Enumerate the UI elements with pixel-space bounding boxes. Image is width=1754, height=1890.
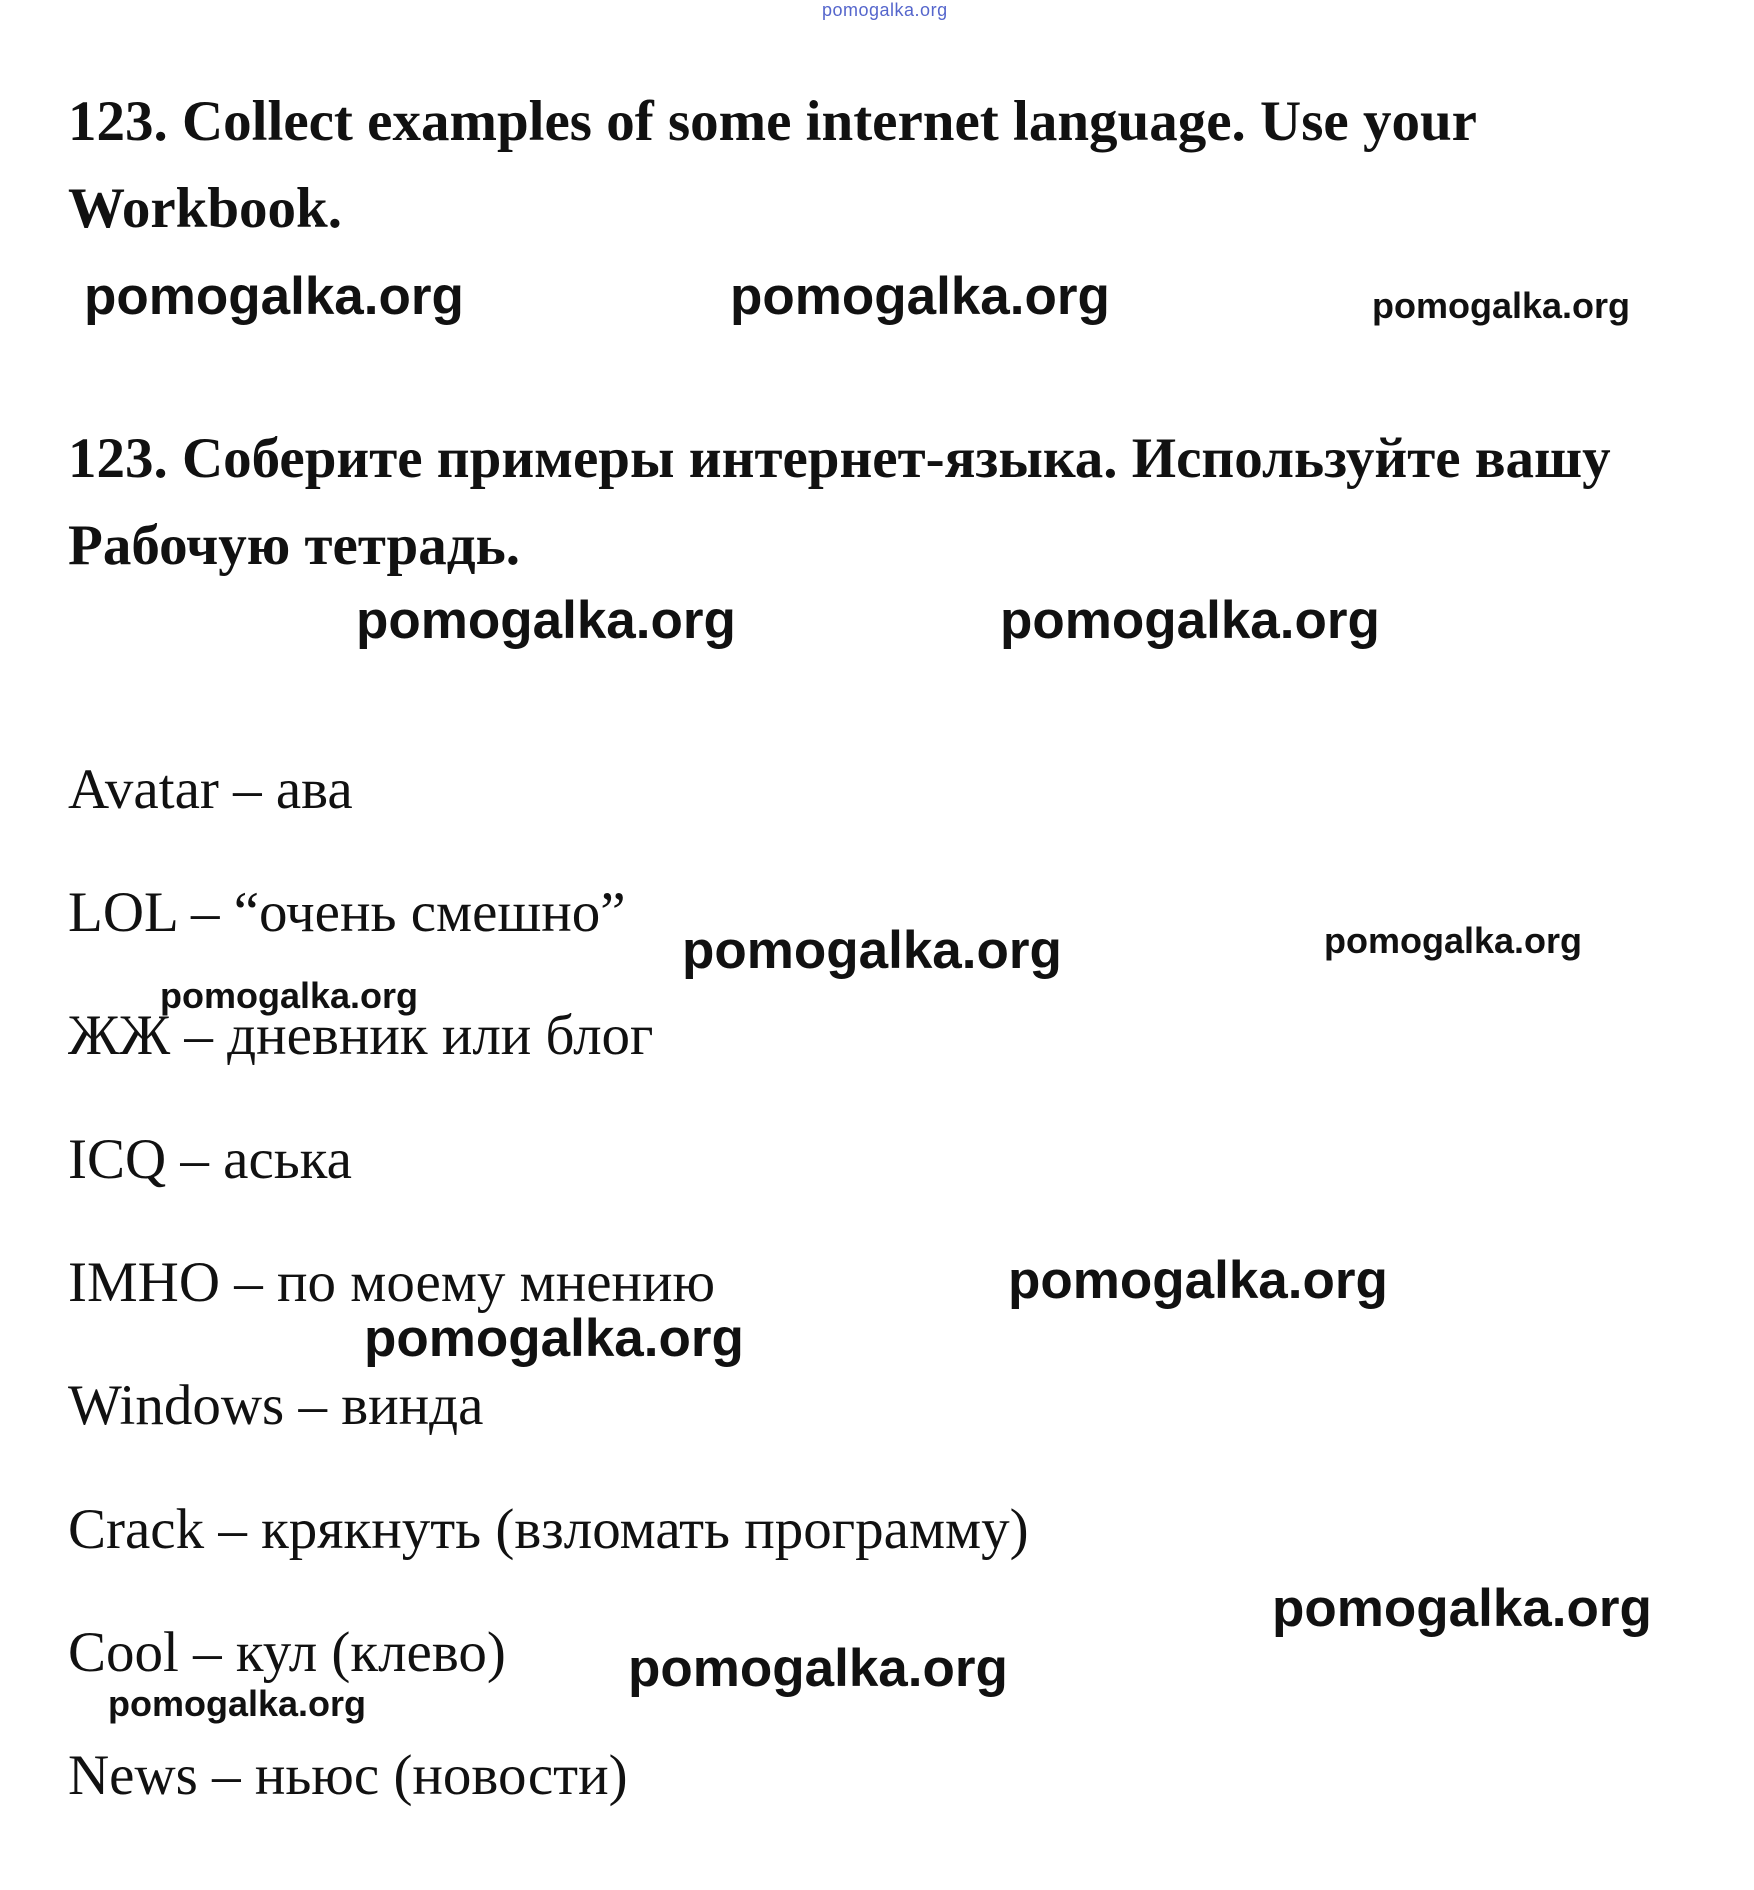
glossary-translation: крякнуть (взломать программу) bbox=[261, 1498, 1029, 1561]
glossary-translation: по моему мнению bbox=[277, 1251, 716, 1314]
watermark: pomogalka.org bbox=[160, 975, 419, 1016]
glossary-entry bbox=[68, 1373, 483, 1439]
watermark: pomogalka.org bbox=[730, 267, 1110, 326]
glossary-separator: – bbox=[180, 1128, 209, 1191]
glossary-separator: – bbox=[184, 1004, 213, 1067]
watermark: pomogalka.org bbox=[682, 921, 1062, 980]
glossary-term: LOL bbox=[68, 881, 177, 944]
glossary-entry bbox=[68, 1620, 506, 1686]
glossary-translation: ньюс (новости) bbox=[254, 1744, 628, 1807]
glossary-entry bbox=[68, 1250, 715, 1316]
watermark: pomogalka.org bbox=[1372, 285, 1631, 326]
glossary-translation: ава bbox=[275, 758, 353, 821]
glossary-separator: – bbox=[218, 1498, 247, 1561]
glossary-separator: – bbox=[298, 1374, 327, 1437]
glossary-term: Cool bbox=[68, 1621, 179, 1684]
glossary-term: Windows bbox=[68, 1374, 285, 1437]
watermark: pomogalka.org bbox=[1008, 1251, 1388, 1310]
glossary-translation: винда bbox=[341, 1374, 484, 1437]
glossary-term: Avatar bbox=[68, 758, 219, 821]
glossary-entry bbox=[68, 1743, 628, 1809]
glossary-translation: “очень смешно” bbox=[233, 881, 626, 944]
glossary-translation: кул (клево) bbox=[235, 1621, 506, 1684]
glossary-translation: дневник или блог bbox=[227, 1004, 654, 1067]
watermark: pomogalka.org bbox=[628, 1639, 1008, 1698]
glossary-separator: – bbox=[193, 1621, 222, 1684]
glossary-separator: – bbox=[234, 1251, 263, 1314]
glossary-separator: – bbox=[212, 1744, 241, 1807]
glossary-separator: – bbox=[190, 881, 220, 944]
glossary-entry bbox=[68, 1497, 1029, 1563]
watermark: pomogalka.org bbox=[1272, 1579, 1652, 1638]
glossary-term: ICQ bbox=[68, 1128, 167, 1191]
glossary-term: Crack bbox=[68, 1498, 205, 1561]
glossary-entry bbox=[68, 880, 626, 946]
glossary-translation: аська bbox=[223, 1128, 352, 1191]
task-title-english: 123. Collect examples of some internet language. Use your Workbook. bbox=[68, 90, 1476, 240]
glossary-term: ЖЖ bbox=[68, 1004, 171, 1067]
glossary-term: IMHO bbox=[68, 1251, 220, 1314]
glossary-entry bbox=[68, 1127, 352, 1193]
task-title-russian: 123. Соберите примеры интернет-языка. Используйте вашу Рабочую тетрадь. bbox=[68, 427, 1611, 577]
glossary-term: News bbox=[68, 1744, 198, 1807]
watermark: pomogalka.org bbox=[356, 591, 736, 650]
glossary-entry bbox=[68, 757, 353, 823]
watermark: pomogalka.org bbox=[1324, 920, 1583, 961]
glossary-separator: – bbox=[233, 758, 262, 821]
watermark: pomogalka.org bbox=[108, 1683, 367, 1724]
watermark: pomogalka.org bbox=[84, 267, 464, 326]
source-watermark: pomogalka.org bbox=[822, 0, 948, 20]
watermark: pomogalka.org bbox=[1000, 591, 1380, 650]
watermark: pomogalka.org bbox=[364, 1309, 744, 1368]
